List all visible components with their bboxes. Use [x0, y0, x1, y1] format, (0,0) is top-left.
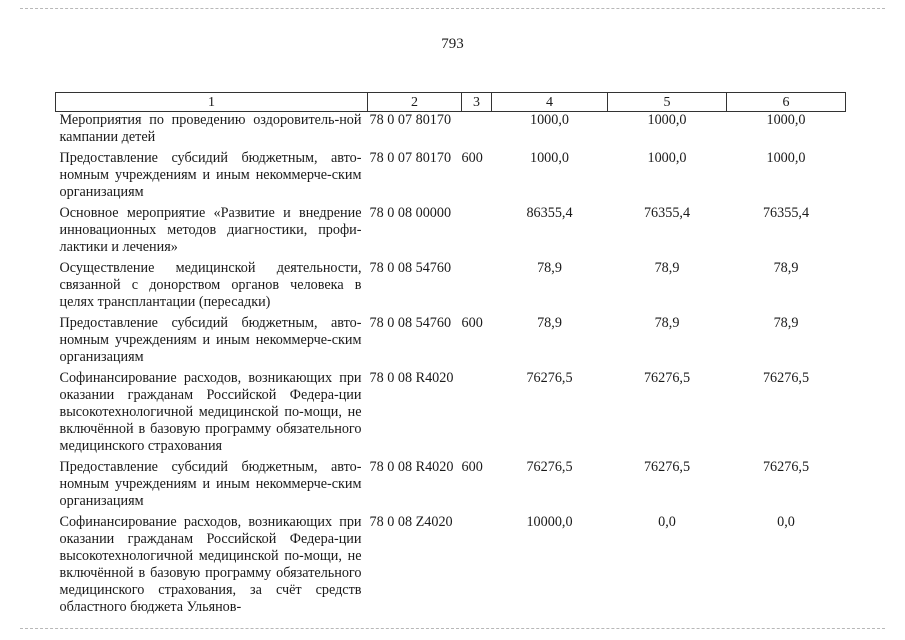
- budget-table: [55, 92, 846, 616]
- amount-year-1: 76276,5: [526, 370, 573, 386]
- amount-year-2: 78,9: [654, 260, 680, 276]
- column-header: 3: [462, 93, 492, 112]
- table-header-row: [56, 93, 846, 112]
- amount-year-3: 1000,0: [766, 150, 806, 166]
- amount-year-1: 86355,4: [526, 205, 573, 221]
- amount-year-3: 76355,4: [762, 205, 810, 221]
- scan-edge-top: [20, 8, 885, 10]
- target-code: 78 0 08 54760: [369, 315, 452, 331]
- expense-type: 600: [461, 315, 483, 331]
- amount-year-2: 76276,5: [643, 370, 691, 386]
- item-name: Софинансирование расходов, возникающих при оказании гражданам Российской Федера-ции высокотехнологичной медицинской по-мощи, не включённой в базовую программу обязательного медицинского страхования: [59, 370, 362, 454]
- table-row: [56, 260, 846, 311]
- column-header: 2: [368, 93, 462, 112]
- target-code: 78 0 07 80170: [369, 112, 452, 128]
- column-header: 1: [56, 93, 368, 112]
- amount-year-2: 76355,4: [643, 205, 691, 221]
- expense-type: [462, 370, 492, 455]
- amount-year-1: 78,9: [537, 315, 562, 331]
- target-code: 78 0 07 80170: [369, 150, 452, 166]
- item-name: Предоставление субсидий бюджетным, авто-номным учреждениям и иным некоммерче-ским организациям: [59, 315, 362, 365]
- target-code: 78 0 08 00000: [369, 205, 452, 221]
- amount-year-2: 76276,5: [643, 459, 691, 475]
- amount-year-2: 78,9: [654, 315, 680, 331]
- table-row: [56, 315, 846, 366]
- target-code: 78 0 08 Z4020: [369, 514, 453, 530]
- amount-year-3: 76276,5: [762, 370, 810, 386]
- item-name: Мероприятия по проведению оздоровитель-ной кампании детей: [59, 112, 362, 145]
- item-name: Предоставление субсидий бюджетным, авто-номным учреждениям и иным некоммерче-ским организациям: [59, 459, 362, 509]
- table-row: [56, 112, 846, 147]
- table-row: [56, 150, 846, 201]
- column-header: 6: [727, 93, 846, 112]
- amount-year-3: 78,9: [773, 260, 799, 276]
- item-name: Предоставление субсидий бюджетным, авто-номным учреждениям и иным некоммерче-ским организациям: [59, 150, 362, 200]
- table-row: [56, 370, 846, 455]
- table-row: [56, 514, 846, 616]
- target-code: 78 0 08 54760: [369, 260, 452, 276]
- scan-edge-bottom: [20, 628, 885, 630]
- amount-year-2: 0,0: [658, 514, 676, 530]
- target-code: 78 0 08 R4020: [369, 459, 454, 475]
- amount-year-1: 1000,0: [529, 112, 569, 128]
- expense-type: [462, 260, 492, 311]
- item-name: Осуществление медицинской деятельности, связанной с донорством органов человека в целях трансплантации (пересадки): [59, 260, 362, 310]
- column-header: 4: [492, 93, 608, 112]
- page-number: 793: [441, 36, 464, 52]
- expense-type: 600: [461, 150, 483, 166]
- expense-type: 600: [461, 459, 483, 475]
- item-name: Основное мероприятие «Развитие и внедрение инновационных методов диагностики, профи-лактики и лечения»: [59, 205, 362, 255]
- amount-year-1: 78,9: [537, 260, 562, 276]
- table-row: [56, 459, 846, 510]
- expense-type: [462, 514, 492, 616]
- amount-year-1: 76276,5: [526, 459, 573, 475]
- target-code: 78 0 08 R4020: [369, 370, 454, 386]
- amount-year-2: 1000,0: [647, 112, 687, 128]
- amount-year-3: 1000,0: [766, 112, 806, 128]
- amount-year-1: 10000,0: [526, 514, 573, 530]
- column-header: 5: [608, 93, 727, 112]
- amount-year-3: 0,0: [777, 514, 795, 530]
- expense-type: [462, 205, 492, 256]
- amount-year-1: 1000,0: [529, 150, 569, 166]
- amount-year-3: 76276,5: [762, 459, 810, 475]
- item-name: Софинансирование расходов, возникающих при оказании гражданам Российской Федера-ции высокотехнологичной медицинской по-мощи, не включённой в базовую программу обязательного медицинского страхования, за счёт средств областного бюджета Ульянов-: [59, 514, 362, 615]
- expense-type: [462, 112, 492, 147]
- amount-year-3: 78,9: [773, 315, 799, 331]
- table-row: [56, 205, 846, 256]
- amount-year-2: 1000,0: [647, 150, 687, 166]
